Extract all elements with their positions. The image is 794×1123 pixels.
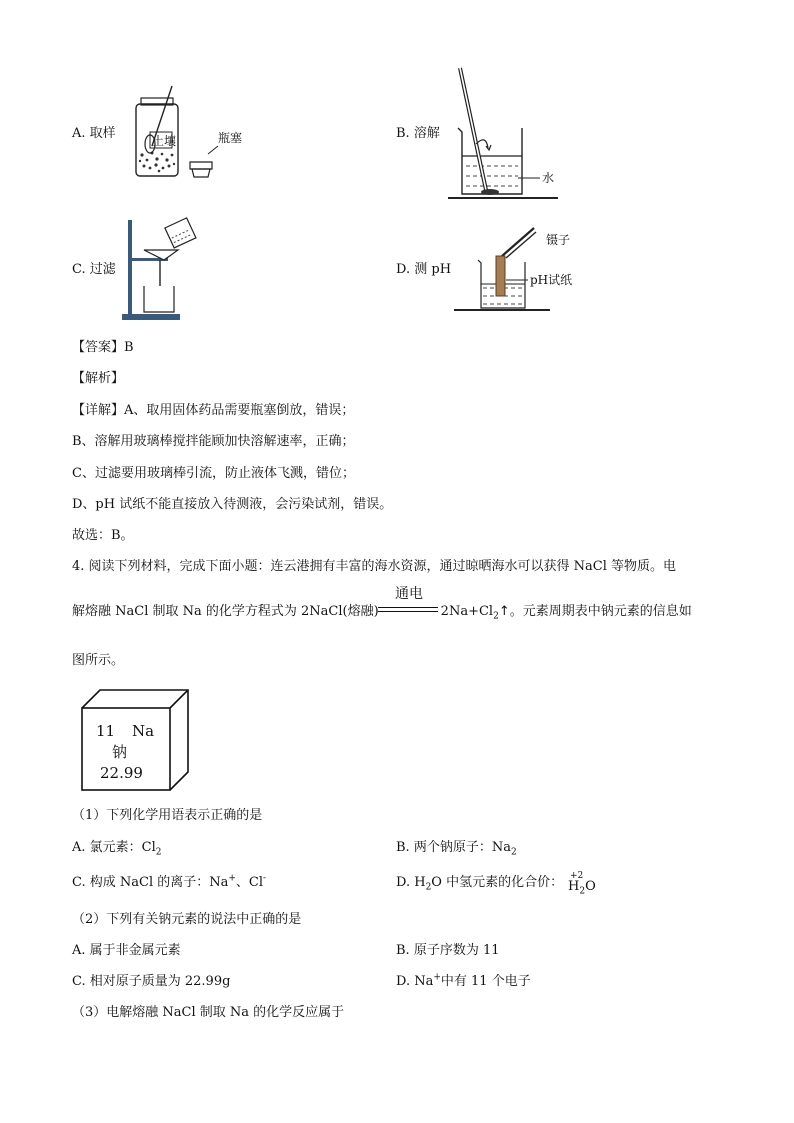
option-b-letter: B. [396,126,410,141]
detail-line-1 [72,403,354,419]
sub1-c-sup2: - [263,873,267,884]
option-b-text: 溶解 [413,126,440,141]
detail-text-1: A、取用固体药品需要瓶塞倒放，错误； [124,403,355,418]
sub2-option-a: A. 属于非金属元素 [72,943,181,958]
sub1-b-sub: 2 [510,847,517,858]
atomic-number: 11 [96,722,116,740]
valence-formula-o: O [585,879,596,894]
q4-equation-tail: 。元素周期表中钠元素的信息如 [509,604,692,619]
water-label: 水 [542,171,555,185]
soil-label: 土壤 [152,134,177,148]
sub1-c-text: C. 构成 NaCl 的离子：Na [72,875,229,890]
valence-mark: +2 [570,871,584,881]
detail-line-2: B、溶解用玻璃棒搅拌能顾加快溶解速率，正确； [72,434,355,449]
element-symbol: Na [132,722,155,740]
q4-intro-line-1: 4. 阅读下列材料，完成下面小题：连云港拥有丰富的海水资源，通过晾晒海水可以获得 NaCl 等物质。电 [72,559,677,574]
detail-line-3: C、过滤要用玻璃棒引流，防止液体飞溅，错位； [72,466,355,481]
option-d-letter: D. [396,262,411,277]
answer-value: B [124,340,134,355]
sub1-d-rest: O 中氢元素的化合价： [431,875,564,890]
conclusion: 故选：B。 [72,528,134,543]
sub1-option-c [72,875,266,891]
option-a-label [72,126,116,142]
equation-line-bottom [378,611,438,612]
stopper-label: 瓶塞 [218,131,243,145]
sub1-option-b [396,840,517,856]
option-d-label [396,262,451,278]
option-c-text: 过滤 [89,262,116,277]
sub1-option-a [72,840,162,856]
valence-formula-sub: 2 [579,886,586,897]
ph-paper-label: pH试纸 [530,273,573,287]
option-d-text: 测 pH [414,262,452,277]
sub1-d-sub: 2 [425,882,432,893]
filtering-figure [118,212,202,324]
sub1-c-sup1: + [228,873,236,884]
q4-equation-right: 2Na+Cl [440,604,494,619]
answer-line [72,340,134,356]
sub1-option-d [396,875,563,891]
element-name: 钠 [112,743,128,761]
detail-tag: 【详解】 [72,403,125,418]
sub2-option-d [396,974,531,990]
sub1-d-text: D. H [396,875,426,890]
analysis-tag: 【解析】 [72,371,125,386]
sub2-option-c: C. 相对原子质量为 22.99g [72,974,231,989]
answer-tag: 【答案】 [72,340,125,355]
q4-equation-left: 解熔融 NaCl 制取 Na 的化学方程式为 2NaCl(熔融) [72,604,379,619]
sub2-d-text: D. Na [396,974,434,989]
option-b-label [396,126,440,142]
option-a-letter: A. [72,126,86,141]
option-c-letter: C. [72,262,86,277]
gas-arrow: ↑ [498,604,510,619]
q4-intro-line-3: 图所示。 [72,653,125,668]
valence-formula-h: H [568,879,580,894]
sub1-a-text: A. 氯元素：Cl [72,840,156,855]
condition-label: 通电 [395,586,423,602]
option-a-text: 取样 [89,126,116,141]
detail-line-4: D、pH 试纸不能直接放入待测液，会污染试剂，错误。 [72,497,393,512]
option-c-label [72,262,116,278]
sub1-c-mid: 、Cl [235,875,264,890]
sub2-d-rest: 中有 11 个电子 [440,974,531,989]
atomic-mass: 22.99 [100,764,143,782]
sub2-d-sup: + [433,972,441,983]
q4-cl-subscript: 2 [493,611,499,622]
equation-line-top [378,607,438,608]
sub3-stem: （3）电解熔融 NaCl 制取 Na 的化学反应属于 [72,1005,345,1020]
valence-formula [568,879,596,895]
sub1-a-sub: 2 [155,847,162,858]
sub1-stem: （1）下列化学用语表示正确的是 [72,808,263,823]
ph-test-figure [452,222,552,314]
tweezers-label: 镊子 [546,233,571,247]
sub1-b-text: B. 两个钠原子：Na [396,840,511,855]
sub2-option-b: B. 原子序数为 11 [396,943,500,958]
sub2-stem: （2）下列有关钠元素的说法中正确的是 [72,912,302,927]
